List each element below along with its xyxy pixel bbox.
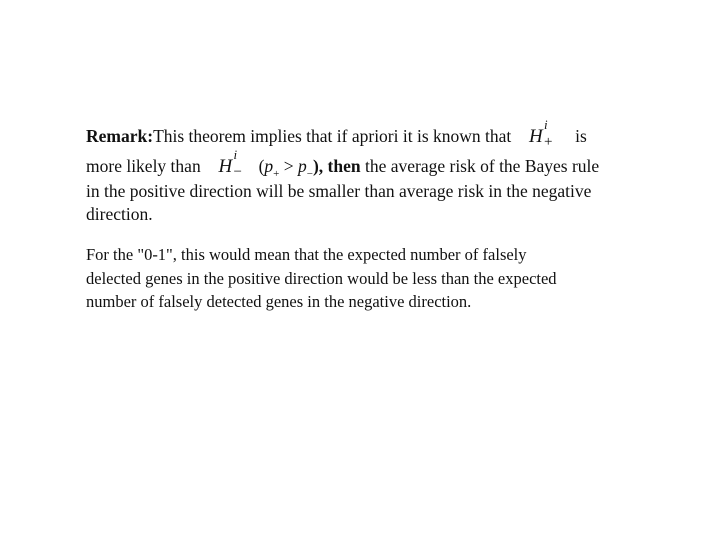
cond-minus-sub: − (306, 168, 313, 180)
remark-colon: : (147, 126, 154, 146)
remark-label: Remark (86, 126, 148, 146)
remark-text-2-rest: the average risk of the Bayes rule (364, 156, 600, 176)
remark-text-3: in the positive direction will be smaller than average risk in the negative (86, 181, 592, 201)
paragraph-2 (86, 243, 686, 314)
hyp-plus-sub: + (544, 134, 553, 150)
cond-p-minus: p (297, 156, 307, 176)
para2-line-1: For the "0-1", this would mean that the expected number of falsely (86, 245, 527, 264)
cond-close: ), (312, 156, 324, 176)
hyp-minus-sup: i (233, 147, 238, 162)
remark-line-4 (86, 206, 153, 224)
remark-line-3 (86, 183, 591, 201)
cond-plus-sub: + (273, 168, 280, 180)
hyp-minus-sub: − (233, 164, 242, 180)
remark-then: then (327, 156, 361, 176)
remark-text-4: direction. (86, 204, 153, 224)
remark-text-1: This theorem implies that if apriori it is known that (153, 126, 512, 146)
cond-gt: > (279, 156, 298, 176)
remark-line-1 (86, 117, 587, 150)
hypothesis-minus (218, 147, 242, 180)
hyp-plus-sup: i (544, 117, 548, 132)
hyp-plus-base: H (529, 126, 543, 147)
remark-text-1-end: is (575, 126, 587, 146)
remark-line-2 (86, 147, 600, 180)
cond-open: ( (258, 156, 265, 176)
hyp-minus-base: H (218, 156, 233, 177)
para2-line-2: delected genes in the positive direction would be less than the expected (86, 268, 557, 288)
para2-line-3: number of falsely detected genes in the negative direction. (86, 292, 472, 311)
hypothesis-plus (529, 117, 553, 150)
remark-text-2-start: more likely than (86, 156, 201, 176)
condition (258, 156, 324, 180)
cond-p-plus: p (264, 156, 274, 176)
